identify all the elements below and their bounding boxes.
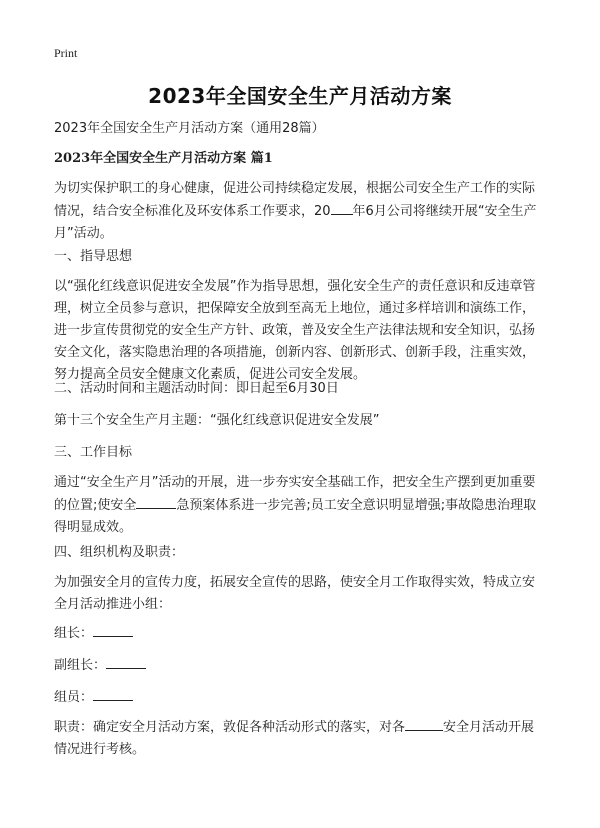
- group-leader-label: 组长：: [54, 626, 94, 641]
- page-title: 2023年全国安全生产月活动方案: [148, 84, 452, 108]
- document-subtitle: 2023年全国安全生产月活动方案（通用28篇）: [54, 121, 325, 136]
- intro-text-b: 年6月公司将继续开展“安全生产月”活动。: [54, 204, 537, 241]
- heading-organization: 四、组织机构及职责：: [54, 545, 185, 560]
- heading-activity-time: 二、活动时间和主题活动时间：即日起至6月30日: [54, 381, 339, 396]
- group-leader-line: [54, 622, 546, 645]
- work-goals-paragraph: [54, 472, 546, 539]
- deputy-leader-blank: [106, 654, 146, 669]
- guiding-ideology-paragraph: 以“强化红线意识促进安全发展”作为指导思想，强化安全生产的责任意识和反违章管理，树立全员参与意识，把保障安全放到至高无上地位，通过多样培训和演练工作，进一步宣传贯彻党的安全生产方针、政策，普及安全生产法律法规和安全知识，弘扬安全文化，落实隐患治理的各项措施，创新内容、创新形式、创新手段，注重实效，努力提高全员安全健康文化素质，促进公司安全发展。: [54, 279, 536, 382]
- intro-paragraph: [54, 178, 546, 245]
- goal-text-a: 通过“安全生产月”活动的开展，进一步夯实安全基础工作，把安全生产摆到更加重要的位置;使安全: [54, 475, 536, 513]
- section-title: 2023年全国安全生产月活动方案 篇1: [54, 151, 273, 166]
- deputy-leader-line: [54, 654, 546, 677]
- duty-text-b: 安全月活动开展情况进行考核。: [54, 720, 535, 757]
- member-line: [54, 686, 546, 709]
- heading-guiding-ideology: 一、指导思想: [54, 249, 133, 264]
- heading-work-goals: 三、工作目标: [54, 445, 133, 460]
- duty-blank: [405, 716, 443, 731]
- member-blank: [93, 686, 133, 701]
- goal-text-b: 急预案体系进一步完善;员工安全意识明显增强;事故隐患治理取得明显成效。: [54, 498, 537, 535]
- group-leader-blank: [93, 622, 133, 637]
- theme-paragraph: 第十三个安全生产月主题：“强化红线意识促进安全发展”: [54, 413, 380, 428]
- member-label: 组员：: [54, 690, 94, 705]
- goal-blank: [136, 494, 176, 509]
- deputy-leader-label: 副组长：: [54, 658, 107, 673]
- duty-text-a: 职责：确定安全月活动方案，敦促各种活动形式的落实，对各: [54, 720, 406, 735]
- print-link[interactable]: Print: [54, 46, 78, 60]
- organization-paragraph: 为加强安全月的宣传力度，拓展安全宣传的思路，使安全月工作取得实效，特成立安全月活动推进小组：: [54, 575, 536, 612]
- intro-text-a: 为切实保护职工的身心健康，促进公司持续稳定发展，根据公司安全生产工作的实际情况，结合安全标准化及环安体系工作要求，20: [54, 181, 536, 219]
- duty-paragraph: [54, 716, 546, 761]
- year-blank: [331, 200, 353, 215]
